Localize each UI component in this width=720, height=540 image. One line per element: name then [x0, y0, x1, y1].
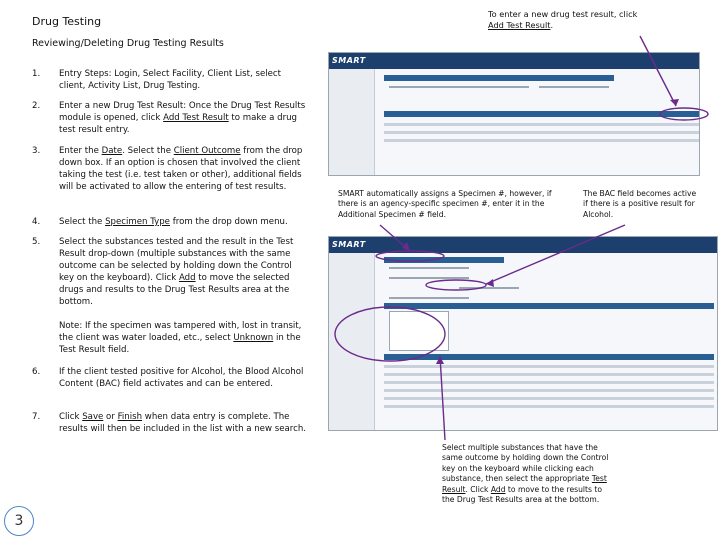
step-link: Save [82, 412, 104, 422]
step-text-part: from the drop down box. If an option is chosen that involved the client taking the test (i.e. test taken or other), additional fields will be activated to allow the entering of test results. [59, 146, 303, 193]
annotation-bac-field: The BAC field becomes active if there is a positive result for Alcohol. [583, 189, 697, 219]
step-text-part: or [103, 412, 118, 422]
annotation-text: . Click [465, 484, 491, 494]
top-note-end: . [550, 20, 554, 30]
arrowhead-icon [402, 242, 410, 251]
app-logo: SMART [332, 56, 366, 65]
step-number: 7. [32, 412, 41, 422]
step-link: Specimen Type [105, 217, 170, 227]
note-text-part: Note: If the specimen was tampered with, lost in transit, the client was water loaded, etc., select [59, 321, 302, 344]
step-number: 2. [32, 101, 41, 111]
step-link: Client Outcome [173, 146, 241, 156]
arrow-substances [440, 356, 445, 440]
page-number: 3 [4, 506, 34, 536]
note-text-part: in the Test Result field. [59, 333, 301, 356]
step-text-part: Entry Steps: Login, Select Facility, Client List, select client, Activity List, Drug Testing. [59, 69, 282, 92]
highlight-bac-field [426, 280, 486, 290]
arrow-bac-field [486, 225, 625, 284]
step-number: 6. [32, 367, 41, 377]
step-text-part: from the drop down menu. [169, 217, 288, 227]
annotation-link: Test Result [442, 474, 607, 494]
highlight-add-test-result [660, 108, 708, 120]
annotation-text: to move to the results to the Drug Test Results area at the bottom. [442, 484, 602, 505]
step-text-part: when data entry is complete. The results will then be included in the list with a new search. [59, 412, 307, 435]
step-number: 1. [32, 69, 41, 79]
step-text-part: to make a drug test result entry. [59, 113, 298, 136]
top-note-link: Add Test Result [488, 20, 551, 30]
highlight-substances [335, 307, 445, 361]
step-link: Add [178, 273, 196, 284]
arrowhead-icon [670, 99, 679, 106]
step-link: Date [101, 146, 123, 156]
page-title: Drug Testing [32, 15, 102, 28]
annotation-text: Select multiple substances that have the same outcome by holding down the Control key on the keyboard while clicking each substance, then select the appropriate [442, 443, 609, 484]
app-logo: SMART [332, 240, 366, 249]
step-text-part: If the client tested positive for Alcohol, the Blood Alcohol Content (BAC) field activates and can be entered. [59, 367, 304, 390]
note-link: Unknown [233, 333, 274, 344]
step-text-part: to move the selected drugs and results to the Drug Test Results area at the bottom. [59, 273, 290, 308]
step-number: 3. [32, 146, 41, 156]
annotation-link: Add [490, 484, 506, 494]
page-subtitle: Reviewing/Deleting Drug Testing Results [32, 38, 224, 49]
step-link: Finish [117, 412, 143, 422]
arrowhead-icon [436, 356, 444, 364]
highlight-specimen-field [376, 251, 444, 261]
step-number: 5. [32, 237, 41, 247]
arrow-add-test-result [640, 36, 676, 106]
step-text-part: . Select the [122, 146, 174, 156]
top-note-text: To enter a new drug test result, click [488, 9, 638, 19]
step-link: Add Test Result [163, 113, 229, 124]
step-text-part: Select the [59, 217, 106, 227]
step-text-part: Enter a new Drug Test Result: Once the Drug Test Results module is opened, click [59, 101, 306, 124]
step-text-part: Click [59, 412, 83, 422]
annotation-specimen-number: SMART automatically assigns a Specimen #, however, if there is an agency-specific specimen #, enter it in the Additional Specimen # field. [338, 189, 552, 219]
step-text-part: Enter the [59, 146, 102, 156]
step-number: 4. [32, 217, 41, 227]
step-text-part: Select the substances tested and the result in the Test Result drop-down (multiple substances with the same outcome can be selected by holding down the Control key on the keyboard). Click [59, 237, 294, 284]
